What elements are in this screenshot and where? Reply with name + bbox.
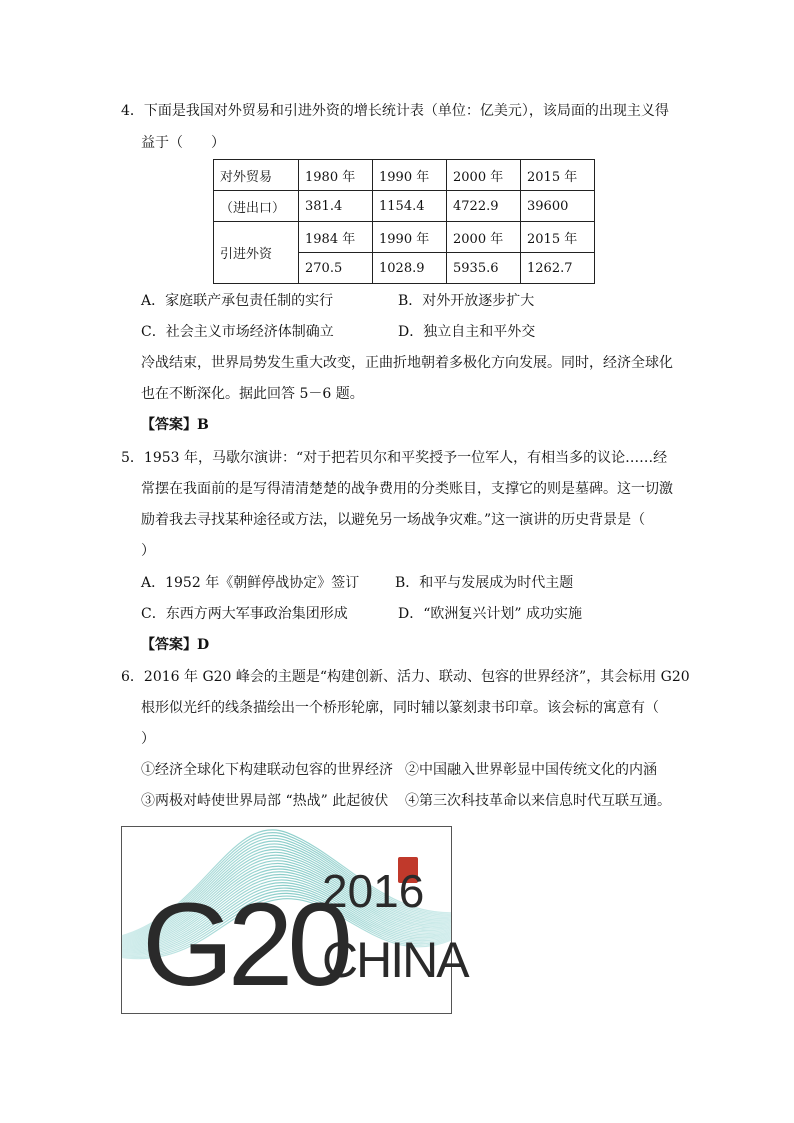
- q5-number: 5．: [121, 450, 144, 466]
- invest-value: 5935.6: [447, 253, 521, 284]
- trade-year: 1990 年: [373, 160, 447, 191]
- trade-year: 1980 年: [299, 160, 373, 191]
- q5-option-b: B．和平与发展成为时代主题: [395, 575, 574, 591]
- trade-year: 2000 年: [447, 160, 521, 191]
- trade-value: 381.4: [299, 191, 373, 222]
- q6-line3: ）: [141, 731, 155, 747]
- trade-year: 2015 年: [521, 160, 595, 191]
- q5-line2: 常摆在我面前的是写得清清楚楚的战争费用的分类账目，支撑它的则是墓碑。这一切激: [141, 481, 673, 497]
- invest-year: 1984 年: [299, 222, 373, 253]
- country-text: CHINA: [322, 932, 468, 988]
- invest-value: 270.5: [299, 253, 373, 284]
- trade-value: 4722.9: [447, 191, 521, 222]
- q4-option-b: B．对外开放逐步扩大: [398, 293, 535, 309]
- q5-line1: 5．1953 年，马歇尔演讲：“对于把若贝尔和平奖授予一位军人，有相当多的议论……经: [121, 450, 668, 466]
- q4-intro-line1: 冷战结束，世界局势发生重大改变，正曲折地朝着多极化方向发展。同时，经济全球化: [141, 355, 673, 371]
- q5-option-a: A．1952 年《朝鲜停战协定》签订: [141, 575, 360, 591]
- q6-line1: 6．2016 年 G20 峰会的主题是“构建创新、活力、联动、包容的世界经济”，其会标用 G20: [121, 669, 690, 685]
- q4-option-a: A．家庭联产承包责任制的实行: [141, 293, 334, 309]
- q4-option-d: D．独立自主和平外交: [398, 324, 536, 340]
- invest-value: 1262.7: [521, 253, 595, 284]
- g20-logo-graphic: [122, 827, 468, 1013]
- table-row: [214, 160, 595, 191]
- year-text: 2016: [322, 865, 425, 917]
- table-row: [214, 191, 595, 222]
- invest-year: 2015 年: [521, 222, 595, 253]
- invest-value: 1028.9: [373, 253, 447, 284]
- trade-value: 39600: [521, 191, 595, 222]
- q6-number: 6．: [121, 669, 144, 685]
- q4-line1: 4．下面是我国对外贸易和引进外资的增长统计表（单位：亿美元），该局面的出现主义得: [121, 103, 669, 119]
- q4-answer: 【答案】B: [141, 417, 209, 433]
- q4-stats-table: [213, 159, 595, 284]
- trade-value: 1154.4: [373, 191, 447, 222]
- q6-line2: 根形似光纤的线条描绘出一个桥形轮廓，同时辅以篆刻隶书印章。该会标的寓意有（: [141, 700, 659, 716]
- invest-year: 1990 年: [373, 222, 447, 253]
- g20-logo-image: [121, 826, 468, 1014]
- q6-item-1: ①经济全球化下构建联动包容的世界经济: [141, 762, 393, 778]
- q5-line3: 励着我去寻找某种途径或方法，以避免另一场战争灾难。”这一演讲的历史背景是（: [141, 512, 646, 528]
- table-row: [214, 222, 595, 253]
- q4-line2: 益于（ ）: [141, 135, 225, 151]
- q4-intro-line2: 也在不断深化。据此回答 5－6 题。: [141, 386, 364, 402]
- trade-label-2: （进出口）: [214, 191, 299, 222]
- q5-line4: ）: [141, 543, 155, 559]
- q6-item-2: ②中国融入世界彰显中国传统文化的内涵: [405, 762, 657, 778]
- invest-year: 2000 年: [447, 222, 521, 253]
- q5-option-d: D．“欧洲复兴计划” 成功实施: [398, 606, 582, 622]
- g20-text: G20: [142, 879, 348, 1011]
- q5-answer: 【答案】D: [141, 637, 210, 653]
- q6-item-4: ④第三次科技革命以来信息时代互联互通。: [405, 793, 671, 809]
- q5-option-c: C．东西方两大军事政治集团形成: [141, 606, 348, 622]
- q4-number: 4．: [121, 103, 144, 119]
- invest-label: 引进外资: [214, 222, 299, 284]
- q4-option-c: C．社会主义市场经济体制确立: [141, 324, 334, 340]
- trade-label-1: 对外贸易: [214, 160, 299, 191]
- q6-item-3: ③两极对峙使世界局部 “热战” 此起彼伏: [141, 793, 389, 809]
